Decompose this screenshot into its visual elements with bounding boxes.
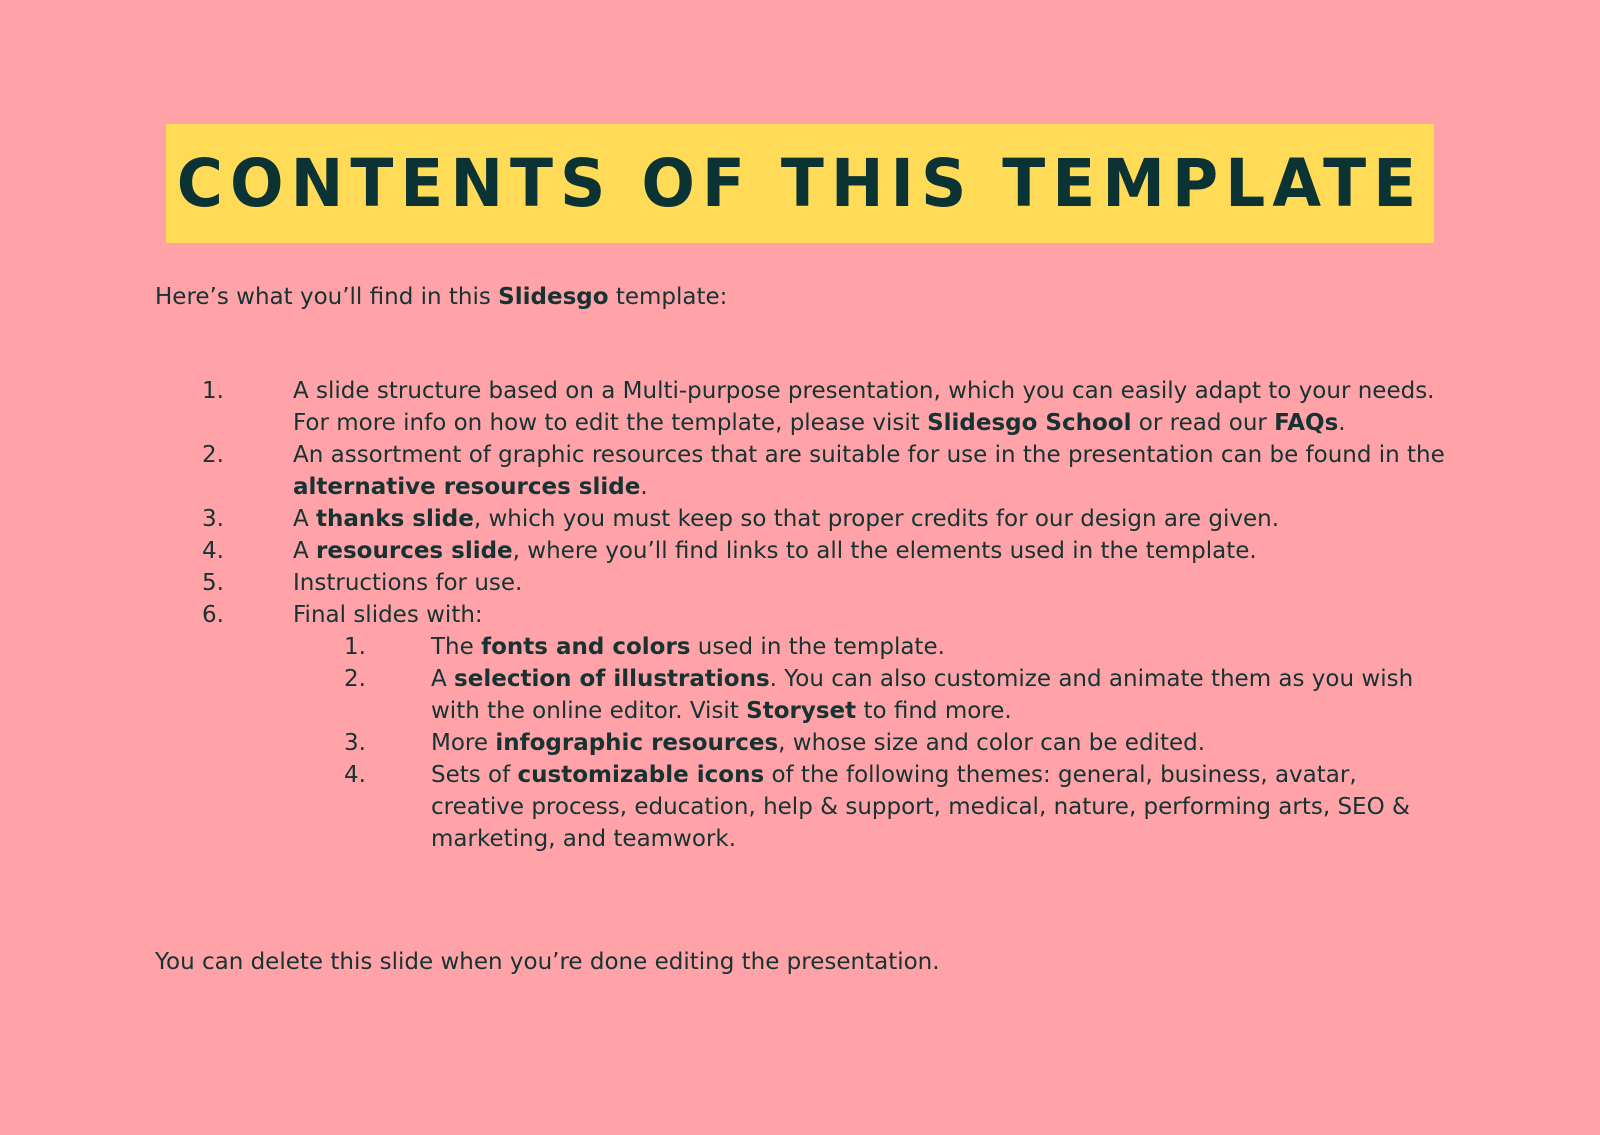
contents-list bbox=[155, 375, 1445, 855]
item-text: to find more. bbox=[856, 698, 1012, 724]
item-text: . bbox=[640, 474, 648, 500]
list-number: 2. bbox=[202, 442, 224, 468]
item-text: , whose size and color can be edited. bbox=[778, 730, 1206, 756]
outro-text: You can delete this slide when you’re done editing the presentation. bbox=[155, 949, 940, 975]
item-text: . bbox=[1338, 410, 1346, 436]
item-text: More bbox=[431, 730, 496, 756]
sub-list-item bbox=[293, 759, 1445, 855]
sub-list-number: 3. bbox=[344, 730, 366, 756]
item-text: An assortment of graphic resources that are suitable for use in the presentation can be found in the bbox=[293, 442, 1445, 468]
list-item bbox=[155, 567, 1445, 599]
slide-title: CONTENTS OF THIS TEMPLATE bbox=[176, 145, 1424, 222]
sub-list-number: 2. bbox=[344, 666, 366, 692]
item-bold: customizable icons bbox=[517, 762, 765, 788]
intro-brand: Slidesgo bbox=[498, 284, 609, 310]
item-bold: Storyset bbox=[746, 698, 857, 724]
intro-text-part: Here’s what you’ll find in this bbox=[155, 284, 499, 310]
sub-list-item bbox=[293, 663, 1445, 727]
item-text: , where you’ll find links to all the elements used in the template. bbox=[512, 538, 1257, 564]
list-number: 5. bbox=[202, 570, 224, 596]
list-item bbox=[155, 439, 1445, 503]
list-number: 1. bbox=[202, 378, 224, 404]
item-bold: Slidesgo School bbox=[927, 410, 1132, 436]
item-text: of the following themes: general, business, avatar, creative process, education, help & support, medical, nature, performing arts, SEO & marketing, and teamwork. bbox=[431, 762, 1410, 852]
intro-text bbox=[155, 281, 727, 313]
list-item bbox=[155, 535, 1445, 567]
sub-list-number: 1. bbox=[344, 634, 366, 660]
item-text: The bbox=[431, 634, 482, 660]
item-bold: infographic resources bbox=[495, 730, 779, 756]
item-text: used in the template. bbox=[690, 634, 945, 660]
list-item bbox=[155, 599, 1445, 855]
sub-list-item bbox=[293, 727, 1445, 759]
sub-list-number: 4. bbox=[344, 762, 366, 788]
item-bold: alternative resources slide bbox=[293, 474, 641, 500]
title-banner bbox=[166, 124, 1434, 243]
item-text: Sets of bbox=[431, 762, 518, 788]
item-text: . You can also customize and animate them as you wish with the online editor. Visit bbox=[431, 666, 1414, 724]
list-item bbox=[155, 503, 1445, 535]
item-bold: resources slide bbox=[316, 538, 513, 564]
item-bold: selection of illustrations bbox=[454, 666, 770, 692]
item-text: Final slides with: bbox=[293, 602, 483, 628]
item-text: Instructions for use. bbox=[293, 570, 523, 596]
list-number: 6. bbox=[202, 602, 224, 628]
item-text: A slide structure based on a Multi-purpose presentation, which you can easily adapt to your needs. For more info on how to edit the template, please visit bbox=[293, 378, 1435, 436]
item-bold: thanks slide bbox=[316, 506, 474, 532]
item-bold: fonts and colors bbox=[481, 634, 691, 660]
item-text: A bbox=[293, 538, 317, 564]
item-bold: FAQs bbox=[1274, 410, 1339, 436]
item-text: A bbox=[431, 666, 455, 692]
intro-text-part: template: bbox=[608, 284, 728, 310]
item-text: A bbox=[293, 506, 317, 532]
list-number: 4. bbox=[202, 538, 224, 564]
list-item bbox=[155, 375, 1445, 439]
sub-list bbox=[293, 631, 1445, 855]
item-text: , which you must keep so that proper credits for our design are given. bbox=[473, 506, 1280, 532]
item-text: or read our bbox=[1131, 410, 1275, 436]
contents-list-container bbox=[155, 375, 1445, 855]
list-number: 3. bbox=[202, 506, 224, 532]
sub-list-item bbox=[293, 631, 1445, 663]
